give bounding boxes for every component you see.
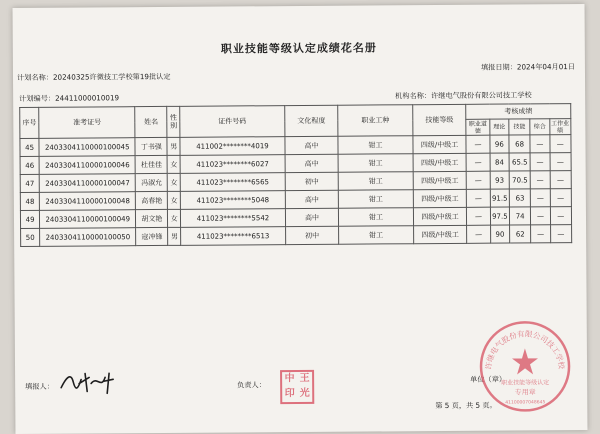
cell-exam-no: 2403304110000100049 (40, 210, 136, 229)
plan-number: 计划编号：24411000010019 (19, 93, 120, 103)
cell-gender: 女 (168, 209, 181, 227)
cell-level: 四级/中级工 (413, 171, 466, 189)
cell-theory: 84 (490, 153, 509, 171)
cell-job: 钳工 (339, 208, 414, 227)
cell-gender: 男 (168, 227, 181, 245)
header-theory: 理论 (490, 119, 509, 135)
cell-theory: 90 (490, 225, 509, 243)
fill-date: 填报日期：2024年04月01日 (480, 62, 576, 72)
cell-moral: — (467, 225, 491, 243)
seal-arc-text: 许继电气股份有限公司技工学校 (483, 329, 567, 371)
cell-education: 高中 (285, 154, 338, 172)
cell-overall: — (531, 189, 550, 207)
seal-char: 光 (299, 387, 310, 400)
cell-education: 高中 (285, 136, 338, 154)
cell-work: — (550, 153, 572, 171)
unit-seal-label: 单位（章） (470, 374, 507, 384)
cell-exam-no: 2403304110000100045 (39, 138, 135, 157)
cell-skill: 62 (510, 225, 531, 243)
cell-overall: — (531, 207, 550, 225)
cell-work: — (549, 135, 571, 153)
cell-gender: 女 (167, 155, 180, 173)
cell-job: 钳工 (338, 172, 413, 191)
header-skill: 技能 (509, 119, 530, 135)
cell-name: 寇冲锋 (136, 227, 168, 245)
cell-overall: — (530, 171, 549, 189)
cell-overall: — (530, 135, 549, 153)
cell-skill: 65.5 (509, 153, 530, 171)
cell-level: 四级/中级工 (413, 225, 466, 243)
cell-seq: 48 (20, 192, 39, 210)
cell-name: 丁书强 (135, 137, 167, 155)
cell-theory: 96 (490, 135, 509, 153)
document-title: 职业技能等级认定成绩花名册 (220, 41, 377, 56)
seal-char: 中 (284, 373, 295, 385)
header-moral: 职业道德 (466, 119, 490, 135)
cell-education: 高中 (285, 208, 338, 226)
cell-moral: — (467, 207, 491, 225)
cell-work: — (550, 189, 572, 207)
cell-level: 四级/中级工 (413, 207, 466, 225)
cell-name: 杜佳佳 (135, 155, 167, 173)
cell-exam-no: 2403304110000100046 (39, 156, 135, 175)
cell-skill: 74 (509, 207, 530, 225)
cell-id-no: 411023********6027 (180, 155, 285, 174)
cell-moral: — (466, 171, 490, 189)
cell-id-no: 411002********4019 (180, 137, 285, 156)
cell-job: 钳工 (338, 154, 413, 173)
cell-exam-no: 2403304110000100047 (39, 174, 135, 193)
cell-name: 冯淑允 (135, 173, 167, 191)
cell-theory: 91.5 (490, 189, 509, 207)
responsible-label: 负责人： (237, 380, 266, 390)
cell-work: — (550, 207, 572, 225)
seal-code: 41100007048645 (505, 400, 546, 406)
cell-level: 四级/中级工 (413, 189, 466, 207)
header-scores: 考核成绩 (466, 104, 571, 120)
cell-job: 钳工 (339, 226, 414, 245)
seal-sub-text: 职业技能等级认定 (501, 379, 550, 387)
cell-overall: — (531, 225, 550, 243)
table-row (21, 225, 572, 247)
cell-id-no: 411023********5542 (181, 209, 286, 228)
header-gender: 性别 (167, 106, 180, 137)
cell-education: 高中 (285, 190, 338, 208)
cell-id-no: 411023********6565 (180, 173, 285, 192)
personal-seal (280, 370, 314, 404)
cell-gender: 女 (168, 173, 181, 191)
cell-seq: 46 (20, 156, 39, 174)
cell-exam-no: 2403304110000100050 (40, 228, 136, 247)
seal-char: 印 (284, 388, 295, 400)
handwritten-signature (59, 369, 117, 395)
cell-name: 胡文艳 (136, 209, 168, 227)
header-job: 职业工种 (338, 105, 413, 137)
star-icon (512, 348, 538, 374)
header-work: 工作业绩 (551, 119, 570, 134)
page-indicator: 第 5 页，共 5 页。 (435, 400, 497, 411)
cell-moral: — (466, 135, 490, 153)
cell-moral: — (466, 153, 490, 171)
header-seq: 序号 (20, 107, 39, 138)
header-id-no: 证件号码 (180, 106, 285, 138)
roster-document (13, 4, 588, 434)
cell-id-no: 411023********6513 (181, 227, 286, 246)
cell-gender: 男 (167, 137, 180, 155)
cell-seq: 50 (21, 228, 40, 246)
cell-gender: 女 (168, 191, 181, 209)
cell-level: 四级/中级工 (413, 135, 466, 153)
header-name: 姓名 (135, 106, 167, 137)
seal-bottom-text: 专用章 (514, 388, 536, 397)
plan-name: 计划名称：20240325许微技工学校第19批认定 (16, 71, 171, 82)
cell-seq: 47 (20, 174, 39, 192)
cell-exam-no: 2403304110000100048 (40, 192, 136, 211)
cell-id-no: 411023********5048 (180, 191, 285, 210)
cell-moral: — (467, 189, 491, 207)
cell-seq: 45 (20, 138, 39, 156)
cell-work: — (550, 225, 572, 243)
cell-education: 初中 (285, 172, 338, 190)
cell-skill: 70.5 (509, 171, 530, 189)
cell-skill: 63 (509, 189, 530, 207)
header-exam-no: 准考证号 (39, 107, 135, 139)
cell-job: 钳工 (338, 136, 413, 155)
header-education: 文化程度 (285, 105, 339, 136)
header-level: 技能等级 (413, 104, 467, 135)
cell-theory: 97.5 (490, 207, 509, 225)
cell-education: 初中 (285, 226, 338, 244)
cell-skill: 68 (509, 135, 530, 153)
cell-work: — (550, 171, 572, 189)
cell-overall: — (530, 153, 549, 171)
seal-char: 王 (299, 372, 310, 385)
cell-seq: 49 (20, 210, 39, 228)
cell-job: 钳工 (338, 190, 413, 209)
filler-label: 填报人： (25, 381, 54, 391)
header-overall: 综合 (530, 119, 549, 135)
institution-name: 机构名称：许继电气股份有限公司技工学校 (395, 90, 532, 101)
score-table (19, 103, 572, 247)
cell-theory: 93 (490, 171, 509, 189)
cell-level: 四级/中级工 (413, 153, 466, 171)
cell-name: 高春艳 (136, 191, 168, 209)
